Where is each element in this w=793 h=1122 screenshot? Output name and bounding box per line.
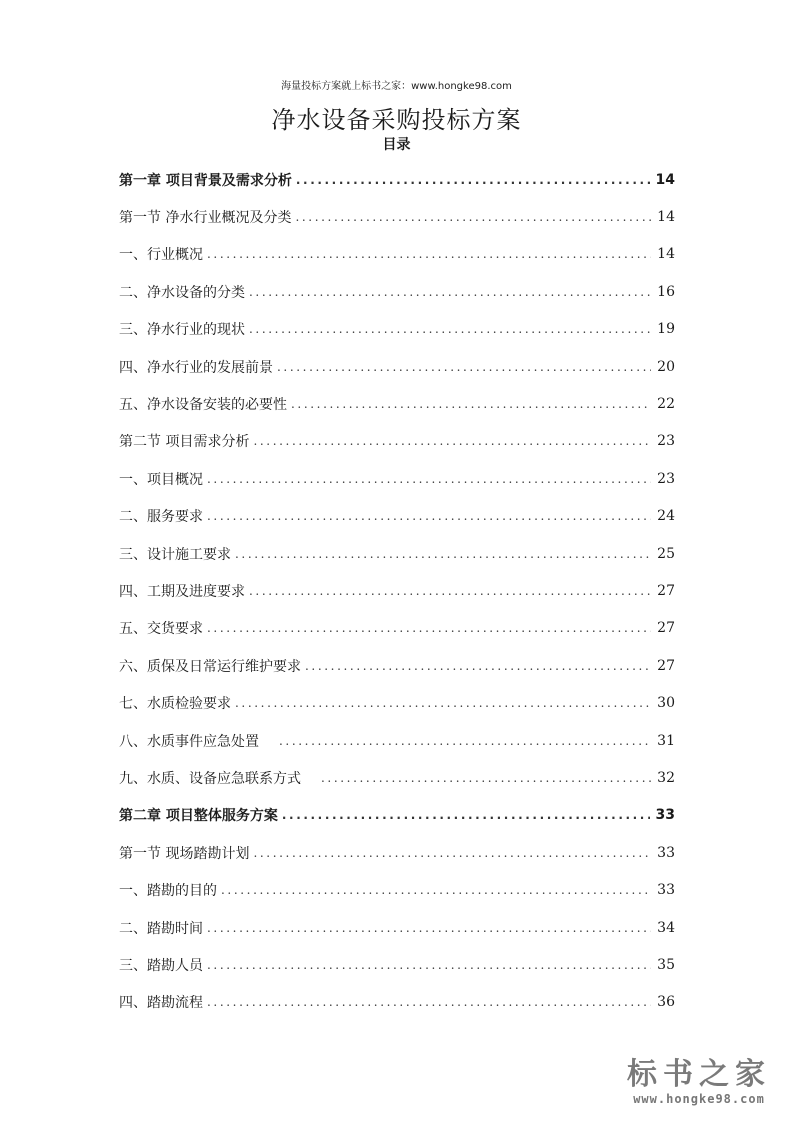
toc-entry[interactable] [119, 871, 675, 908]
toc-entry-label: 四、踏勘流程 [119, 995, 203, 1012]
toc-entry-page: 14 [657, 246, 675, 263]
toc-entry-page: 30 [657, 695, 675, 712]
toc-entry[interactable] [119, 348, 675, 385]
toc-entry-page: 33 [655, 807, 675, 824]
toc-entry[interactable] [119, 834, 675, 871]
toc-dot-leader [253, 434, 651, 448]
toc-entry[interactable] [119, 385, 675, 422]
toc-entry-page: 33 [657, 882, 675, 899]
toc-dot-leader [249, 322, 651, 336]
toc-entry-label: 第一章 项目背景及需求分析 [119, 172, 292, 189]
toc-entry-page: 23 [657, 470, 675, 487]
toc-entry-page: 25 [657, 545, 675, 562]
toc-dot-leader [291, 397, 651, 411]
toc-entry-label: 三、设计施工要求 [119, 546, 231, 563]
toc-entry[interactable] [119, 684, 675, 721]
toc-dot-leader [221, 883, 651, 897]
toc-entry[interactable] [119, 722, 675, 759]
toc-entry-label: 四、工期及进度要求 [119, 583, 245, 600]
toc-entry-label: 二、净水设备的分类 [119, 284, 245, 301]
toc-heading: 目录 [382, 137, 411, 153]
toc-dot-leader [207, 247, 651, 261]
toc-entry[interactable] [119, 311, 675, 348]
toc-entry-page: 24 [657, 508, 675, 525]
toc-entry-label: 一、行业概况 [119, 247, 203, 264]
toc-entry-label: 三、踏勘人员 [119, 957, 203, 974]
toc-dot-leader [207, 509, 651, 523]
toc-entry-page: 22 [657, 396, 675, 413]
toc-entry-page: 31 [657, 732, 675, 749]
toc-dot-leader [279, 734, 651, 748]
toc-entry[interactable] [119, 647, 675, 684]
toc-entry-page: 27 [657, 657, 675, 674]
watermark-url: www.hongke98.com [633, 1092, 765, 1106]
toc-entry[interactable] [119, 273, 675, 310]
toc-dot-leader [249, 285, 651, 299]
toc-dot-leader [207, 472, 651, 486]
toc-entry-label: 第二节 项目需求分析 [119, 434, 250, 451]
toc-entry-label: 第二章 项目整体服务方案 [119, 808, 278, 825]
toc-dot-leader [207, 958, 651, 972]
toc-dot-leader [277, 360, 651, 374]
toc-entry-label: 五、净水设备安装的必要性 [119, 397, 287, 414]
toc-dot-leader [207, 621, 651, 635]
toc-entry-page: 14 [657, 209, 675, 226]
toc-entry-label: 九、水质、设备应急联系方式 [119, 770, 301, 787]
toc-entry-page: 20 [657, 358, 675, 375]
toc-entry[interactable] [119, 161, 675, 198]
toc-entry-page: 23 [657, 433, 675, 450]
toc-dot-leader [282, 808, 650, 822]
toc-entry-label: 七、水质检验要求 [119, 696, 231, 713]
toc-entry-page: 34 [657, 919, 675, 936]
toc-entry[interactable] [119, 759, 675, 796]
toc-entry-page: 19 [657, 321, 675, 338]
toc-entry-page: 14 [655, 171, 675, 188]
toc-entry[interactable] [119, 460, 675, 497]
toc-entry-page: 32 [657, 769, 675, 786]
toc-entry-label: 二、服务要求 [119, 509, 203, 526]
toc-dot-leader [321, 771, 651, 785]
toc-entry[interactable] [119, 797, 675, 834]
toc-entry[interactable] [119, 946, 675, 983]
toc-entry[interactable] [119, 498, 675, 535]
toc-entry-page: 36 [657, 994, 675, 1011]
toc-entry-label: 一、项目概况 [119, 471, 203, 488]
toc-entry-label: 第一节 现场踏勘计划 [119, 845, 250, 862]
toc-entry-page: 35 [657, 956, 675, 973]
toc-dot-leader [207, 995, 651, 1009]
toc-entry-page: 27 [657, 620, 675, 637]
toc-entry-label: 二、踏勘时间 [119, 920, 203, 937]
toc-entry[interactable] [119, 572, 675, 609]
toc-entry-label: 八、水质事件应急处置 [119, 733, 259, 750]
toc-entry-page: 16 [657, 283, 675, 300]
toc-dot-leader [295, 210, 651, 224]
watermark-text: 标书之家 [627, 1057, 771, 1092]
watermark-logo [627, 1058, 771, 1106]
toc-entry-label: 五、交货要求 [119, 621, 203, 638]
toc-entry-label: 一、踏勘的目的 [119, 883, 217, 900]
toc-entry-label: 第一节 净水行业概况及分类 [119, 210, 292, 227]
toc-entry-label: 四、净水行业的发展前景 [119, 359, 273, 376]
toc-entry-label: 三、净水行业的现状 [119, 322, 245, 339]
toc-entry[interactable] [119, 236, 675, 273]
toc-entry[interactable] [119, 423, 675, 460]
toc-dot-leader [235, 696, 651, 710]
toc-entry-label: 六、质保及日常运行维护要求 [119, 658, 301, 675]
document-title: 净水设备采购投标方案 [271, 106, 522, 134]
toc-dot-leader [235, 547, 651, 561]
toc-entry-page: 33 [657, 844, 675, 861]
header-note: 海量投标方案就上标书之家：www.hongke98.com [281, 81, 512, 92]
toc-entry[interactable] [119, 535, 675, 572]
toc-dot-leader [296, 173, 650, 187]
toc-dot-leader [253, 846, 651, 860]
toc-dot-leader [207, 921, 651, 935]
toc-entry[interactable] [119, 984, 675, 1021]
toc-dot-leader [305, 659, 651, 673]
toc-entry-page: 27 [657, 582, 675, 599]
toc-entry[interactable] [119, 909, 675, 946]
toc-entry[interactable] [119, 198, 675, 235]
toc-entry[interactable] [119, 610, 675, 647]
toc-dot-leader [249, 584, 651, 598]
table-of-contents [119, 161, 675, 1021]
